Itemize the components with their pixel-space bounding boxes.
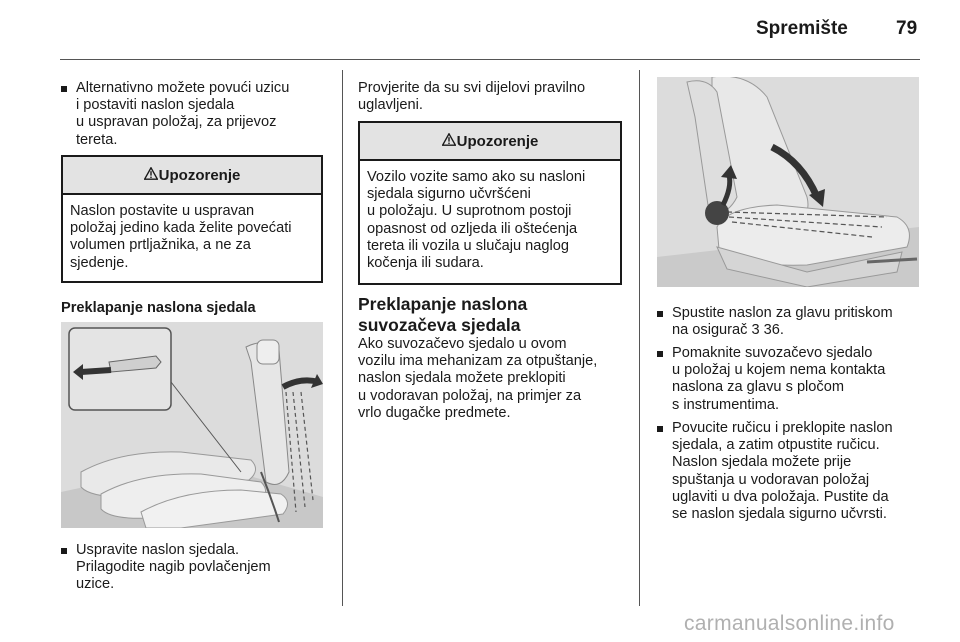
bullet-lower-headrest: Spustite naslon za glavu pritiskom na osigurač 3 36. [657, 305, 937, 339]
column-divider-1 [342, 70, 343, 606]
section-heading: Preklapanje naslona suvozačeva sjedala [358, 294, 528, 335]
page-number: 79 [896, 18, 918, 39]
page-title: Spremište [756, 18, 848, 39]
intro-text: Provjerite da su svi dijelovi pravilno uglavljeni. [358, 80, 586, 114]
warning-box-1 [61, 155, 323, 283]
rear-seat-illustration [61, 322, 323, 528]
section-subheading: Preklapanje naslona sjedala [61, 300, 256, 316]
bullet-move-seat: Pomaknite suvozačevo sjedalo u položaj u kojem nema kontakta naslona za glavu s pločom s instrumentima. [657, 345, 937, 414]
warning-text: Naslon postavite u uspravan položaj jedino kada želite povećati volumen prtljažnika, a ne za sjedenje. [70, 203, 292, 271]
warning-box-2 [358, 121, 622, 285]
bullet-alternative-strap: Alternativno možete povući uzicu i postaviti naslon sjedala u uspravan položaj, za prijevoz tereta. [61, 80, 346, 149]
header-divider [60, 59, 920, 60]
bullet-fold-backrest: Povucite ručicu i preklopite naslon sjedala, a zatim otpustite ručicu. Naslon sjedala možete prije spuštanja u vodoravan položaj uglaviti u dva položaja. Pustite da se naslon sjedala sigurno učvrsti. [657, 420, 937, 523]
column-divider-2 [639, 70, 640, 606]
warning-title: Upozorenje [158, 166, 241, 184]
watermark: carmanualsonline.info [684, 612, 895, 635]
passenger-seat-illustration [657, 77, 919, 287]
warning-triangle-icon [442, 133, 456, 149]
bullet-straighten-seat: Uspravite naslon sjedala. Prilagodite nagib povlačenjem uzice. [61, 542, 346, 594]
warning-title: Upozorenje [456, 132, 539, 150]
section-body: Ako suvozačevo sjedalo u ovom vozilu ima mehanizam za otpuštanje, naslon sjedala možete preklopiti u vodoravan položaj, na primjer za vrlo dugačke predmete. [358, 336, 598, 421]
warning-triangle-icon [144, 167, 158, 183]
warning-text: Vozilo vozite samo ako su nasloni sjedala sigurno učvršćeni u položaju. U suprotnom postoji opasnost od ozljeda ili oštećenja tereta ili vozila u slučaju naglog kočenja ili sudara. [367, 169, 586, 272]
warning-header [360, 123, 620, 161]
warning-header [63, 157, 321, 195]
